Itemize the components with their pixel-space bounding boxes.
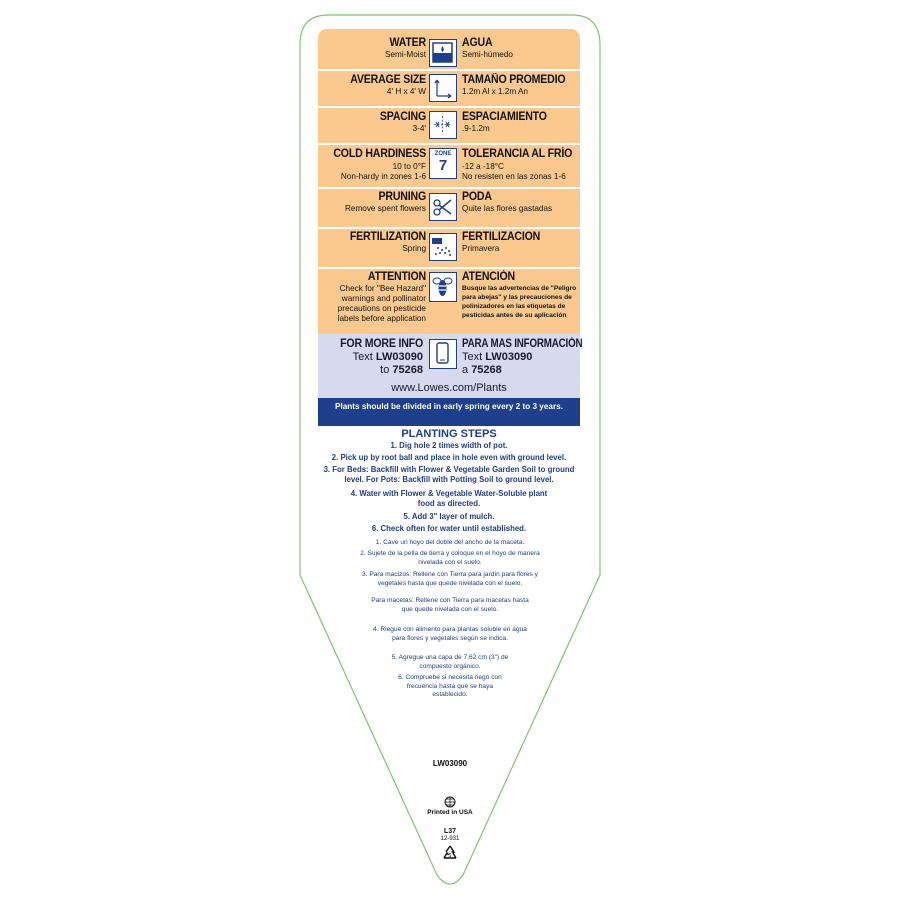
- fertilizacion-title: FERTILIZACION: [462, 231, 541, 243]
- tamano-title: TAMAÑO PROMEDIO: [462, 74, 566, 86]
- espaciamiento-value: .9-1.2m: [462, 124, 490, 133]
- step-en-4: 4. Water with Flower & Vegetable Water-Soluble plant food as directed.: [350, 489, 548, 508]
- lot-code: L37: [443, 828, 457, 835]
- pruning-value: Remove spent flowers: [345, 204, 426, 213]
- water-title: WATER: [389, 37, 426, 49]
- lot-number: 12-931: [440, 836, 460, 842]
- pruning-shears-icon: [429, 193, 457, 221]
- poda-value: Quite las flores gastadas: [462, 204, 553, 213]
- water-level-icon: [429, 39, 457, 67]
- step-es-2: 2. Sujete de la pella de tierra y coloque en el hoyo de manera nivelada con el suelo.: [360, 550, 540, 566]
- espaciamiento-title: ESPACIAMIENTO: [462, 111, 547, 123]
- zone-label: ZONE: [434, 151, 452, 157]
- step-en-1: 1. Dig hole 2 times width of pot.: [390, 441, 508, 450]
- zone-number: 7: [438, 157, 448, 174]
- step-en-6: 6. Check often for water until established.: [371, 524, 527, 533]
- row-cold-hardiness: [318, 145, 580, 187]
- printed-in-usa: Printed in USA: [427, 809, 473, 816]
- fertilization-title: FERTILIZATION: [349, 231, 426, 243]
- tolerancia-value: -12 a -18°C: [462, 162, 504, 171]
- fertilizacion-value: Primavera: [462, 244, 500, 253]
- cold-value: 10 to 0°F: [392, 162, 426, 171]
- step-en-5: 5. Add 3" layer of mulch.: [403, 512, 495, 521]
- size-title: AVERAGE SIZE: [350, 74, 426, 86]
- spacing-title: SPACING: [379, 111, 426, 123]
- water-value: Semi-Moist: [385, 50, 426, 59]
- phone-icon: [429, 339, 457, 369]
- globe-icon: [444, 795, 456, 807]
- zone-icon: [429, 148, 457, 179]
- mas-info-text-label: Text: [462, 351, 483, 363]
- cold-note: Non-hardy in zones 1-6: [340, 172, 426, 181]
- attention-value: Check for "Bee Hazard" warnings and pollinator precautions on pesticide labels before application: [337, 284, 426, 323]
- mas-info-title: PARA MAS INFORMACIÓN: [462, 338, 583, 350]
- bee-icon: [429, 272, 457, 302]
- more-info-to: to: [380, 364, 390, 376]
- row-spacing: [318, 108, 580, 143]
- divide-banner: Plants should be divided in early spring every 2 to 3 years.: [318, 398, 580, 426]
- fertilization-value: Spring: [402, 244, 426, 253]
- mas-info-number: 75268: [471, 364, 502, 376]
- more-info-panel: [318, 334, 583, 398]
- row-water: [318, 38, 580, 69]
- planting-steps-title: PLANTING STEPS: [401, 428, 497, 440]
- more-info-number: 75268: [392, 364, 423, 376]
- product-code: LW03090: [432, 759, 468, 768]
- size-value: 4' H x 4' W: [386, 87, 426, 96]
- size-arrows-icon: [429, 74, 457, 102]
- tamano-value: 1.2m Al x 1.2m An: [462, 87, 528, 96]
- step-en-2: 2. Pick up by root ball and place in hole even with ground level.: [331, 453, 567, 462]
- mas-info-code: LW03090: [485, 351, 533, 363]
- website-link[interactable]: www.Lowes.com/Plants: [391, 382, 507, 394]
- svg-text:5: 5: [448, 853, 452, 859]
- attention-title: ATTENTION: [367, 271, 426, 283]
- agua-value: Semi-húmedo: [462, 50, 513, 59]
- row-attention: [318, 269, 580, 334]
- pruning-title: PRUNING: [378, 191, 426, 203]
- tolerancia-title: TOLERANCIA AL FRÍO: [462, 148, 573, 160]
- agua-title: AGUA: [462, 37, 493, 49]
- row-average-size: [318, 71, 580, 106]
- spacing-icon: [429, 111, 457, 139]
- cold-title: COLD HARDINESS: [333, 148, 426, 160]
- mas-info-to: a: [462, 364, 469, 376]
- step-en-3: 3. For Beds: Backfill with Flower & Vegetable Garden Soil to ground level. For Pots: Backfill with Potting Soil to ground level.: [323, 465, 575, 484]
- atencion-title: ATENCIÓN: [462, 271, 516, 283]
- more-info-code: LW03090: [375, 351, 423, 363]
- step-es-1: 1. Cave un hoyo del doble del ancho de la maceta.: [375, 539, 525, 546]
- step-es-3b: Para macetas: Rellene con Tierra para macetas hasta que quede nivelada con el suelo.: [371, 597, 529, 613]
- more-info-text-label: Text: [352, 351, 373, 363]
- step-es-6: 6. Compruebe si necesita riego con frecuencia hasta que se haya establecido.: [398, 674, 502, 699]
- step-es-5: 5. Agregue una capa de 7,62 cm (3") de compuesto orgánico.: [391, 654, 509, 670]
- spacing-value: 3-4': [412, 124, 426, 133]
- recycle-icon: [442, 845, 458, 861]
- row-pruning: [318, 189, 580, 227]
- poda-title: PODA: [462, 191, 492, 203]
- row-fertilization: [318, 229, 580, 267]
- step-es-3: 3. Para macizos: Rellene con Tierra para jardín para flores y vegetales hasta que quede nivelada con el suelo.: [362, 571, 538, 587]
- fertilizer-icon: [429, 233, 457, 261]
- atencion-value: Busque las advertencias de "Peligro para abejas" y las precauciones de polinizadores en las etiquetas de pesticidas antes de su aplicación: [462, 285, 577, 319]
- more-info-title: FOR MORE INFO: [340, 338, 423, 350]
- step-es-4: 4. Riegue con alimento para plantas soluble en agua para flores y vegetales según se indica.: [373, 626, 527, 642]
- tolerancia-note: No resisten en las zonas 1-6: [462, 172, 566, 181]
